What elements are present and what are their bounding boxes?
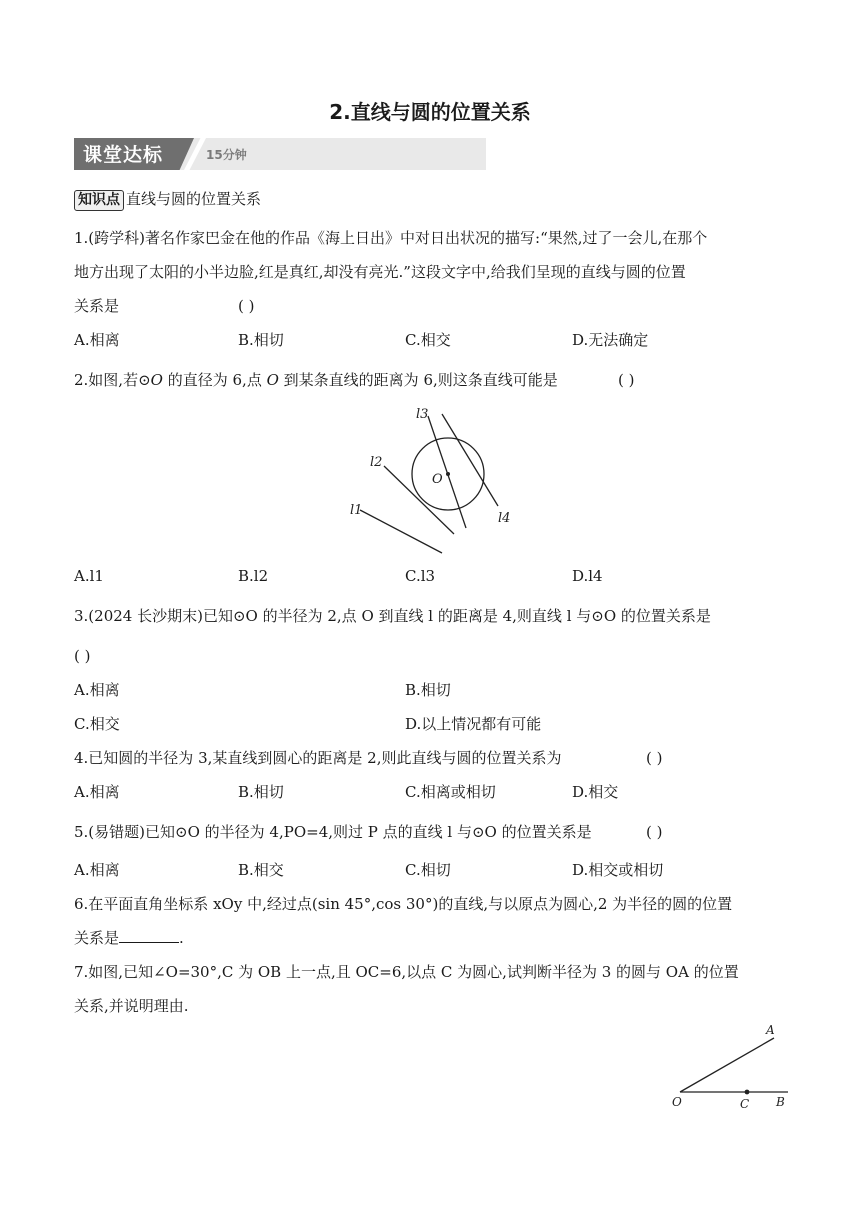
- page-title: 2.直线与圆的位置关系: [329, 100, 531, 124]
- q6-answer-blank[interactable]: [119, 928, 179, 943]
- q3-option-d: D.以上情况都有可能: [405, 715, 542, 733]
- q2-label-l3: l3: [416, 407, 429, 422]
- q5-option-a: A.相离: [74, 861, 120, 879]
- q2-option-a: A.l1: [74, 567, 104, 585]
- q2-label-l4: l4: [498, 511, 511, 526]
- q7-line-1: 7.如图,已知∠O=30°,C 为 OB 上一点,且 OC=6,以点 C 为圆心,试判断半径为 3 的圆与 OA 的位置: [74, 963, 739, 981]
- q2-line-l1: [360, 510, 442, 553]
- q3-option-a: A.相离: [74, 681, 120, 699]
- q7-line-2: 关系,并说明理由.: [74, 997, 189, 1015]
- banner-label: 课堂达标: [83, 144, 164, 166]
- section-banner: [74, 138, 486, 170]
- q2-line-l2: [384, 466, 454, 534]
- q5-answer-paren: ( ): [646, 823, 663, 841]
- q3-option-c: C.相交: [74, 715, 120, 733]
- knowledge-point: [74, 188, 261, 211]
- q2-figure: [340, 400, 520, 560]
- q7-label-a: A: [766, 1023, 775, 1037]
- q2-stem: [74, 370, 558, 390]
- q2-stem-b: O: [150, 371, 163, 389]
- q5-option-b: B.相交: [238, 861, 284, 879]
- q1-line-3: 关系是: [74, 297, 120, 315]
- q2-line-l4: [442, 414, 498, 506]
- q7-label-o: O: [672, 1095, 682, 1109]
- q4-option-d: D.相交: [572, 783, 619, 801]
- q5-option-d: D.相交或相切: [572, 861, 664, 879]
- q2-label-l1: l1: [350, 503, 363, 518]
- q4-option-b: B.相切: [238, 783, 284, 801]
- q2-label-o: O: [432, 472, 443, 487]
- q2-stem-a: 2.如图,若⊙: [74, 371, 151, 389]
- q2-label-l2: l2: [370, 455, 383, 470]
- q5-stem: 5.(易错题)已知⊙O 的半径为 4,PO=4,则过 P 点的直线 l 与⊙O 的位置关系是: [74, 823, 592, 841]
- q2-answer-paren: ( ): [618, 371, 635, 389]
- q6-tail: .: [179, 929, 184, 947]
- q2-option-c: C.l3: [405, 567, 436, 585]
- banner-time: 15分钟: [206, 148, 247, 162]
- q5-option-c: C.相切: [405, 861, 451, 879]
- q1-line-1: 1.(跨学科)著名作家巴金在他的作品《海上日出》中对日出状况的描写:“果然,过了一会儿,在那个: [74, 229, 708, 247]
- q3-answer-paren: ( ): [74, 647, 91, 665]
- q4-answer-paren: ( ): [646, 749, 663, 767]
- q2-stem-c: 的直径为 6,点: [162, 371, 267, 389]
- q3-stem: 3.(2024 长沙期末)已知⊙O 的半径为 2,点 O 到直线 l 的距离是 4,则直线 l 与⊙O 的位置关系是: [74, 607, 711, 625]
- q7-label-c: C: [740, 1097, 750, 1111]
- q2-option-d: D.l4: [572, 567, 603, 585]
- q6-line-1: 6.在平面直角坐标系 xOy 中,经过点(sin 45°,cos 30°)的直线,与以原点为圆心,2 为半径的圆的位置: [74, 895, 733, 913]
- q7-ray-oa: [680, 1038, 774, 1092]
- knowledge-point-tag: 知识点: [74, 190, 124, 211]
- q1-line-2: 地方出现了太阳的小半边脸,红是真红,却没有亮光.”这段文字中,给我们呈现的直线与圆的位置: [74, 263, 686, 281]
- q6-line-2-text: 关系是: [74, 929, 120, 947]
- q7-point-c: [745, 1090, 750, 1095]
- q1-option-b: B.相切: [238, 331, 284, 349]
- q4-option-a: A.相离: [74, 783, 120, 801]
- q2-option-b: B.l2: [238, 567, 269, 585]
- q1-option-c: C.相交: [405, 331, 451, 349]
- knowledge-point-text: 直线与圆的位置关系: [126, 190, 262, 208]
- q1-option-d: D.无法确定: [572, 331, 649, 349]
- q7-figure: [666, 1018, 800, 1114]
- q4-stem: 4.已知圆的半径为 3,某直线到圆心的距离是 2,则此直线与圆的位置关系为: [74, 749, 562, 767]
- q7-label-b: B: [776, 1095, 785, 1109]
- q2-stem-d: O: [266, 371, 279, 389]
- q4-option-c: C.相离或相切: [405, 783, 496, 801]
- q1-option-a: A.相离: [74, 331, 120, 349]
- q2-stem-e: 到某条直线的距离为 6,则这条直线可能是: [278, 371, 558, 389]
- q3-option-b: B.相切: [405, 681, 451, 699]
- q1-answer-paren: ( ): [238, 297, 255, 315]
- q6-line-2: [74, 928, 184, 948]
